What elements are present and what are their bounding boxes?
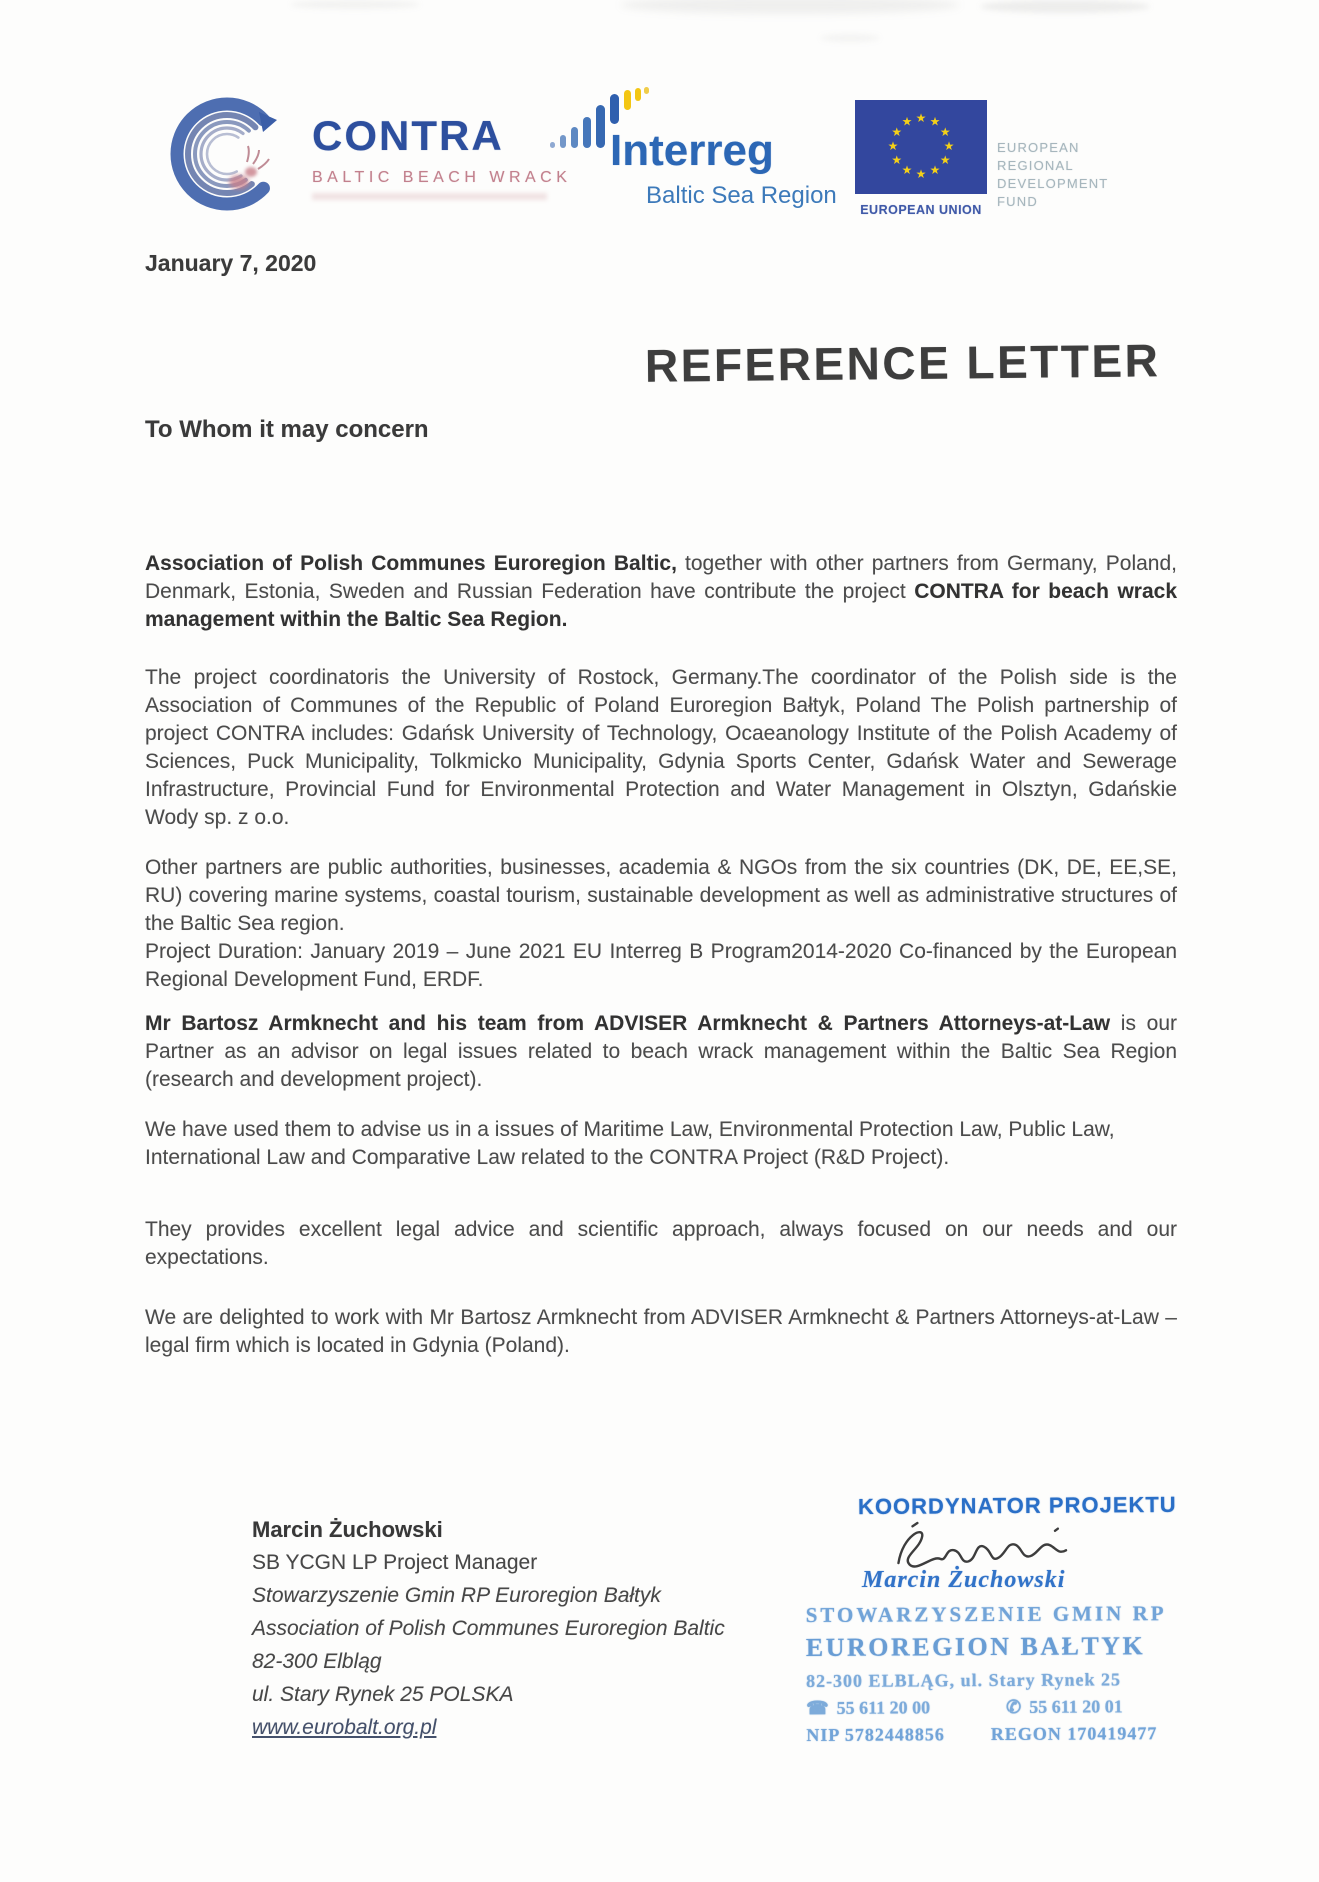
signer-name: Marcin Żuchowski: [252, 1517, 443, 1542]
paragraph-1-bold-lead: Association of Polish Communes Euroregion Baltic,: [145, 552, 677, 575]
eu-caption: EUROPEAN UNION: [860, 203, 982, 217]
erdf-fund-label: [997, 140, 1108, 209]
interreg-wordmark: Interreg: [610, 126, 774, 175]
letter-body: [145, 550, 1177, 1360]
interreg-logo: [548, 86, 848, 216]
svg-text:★: ★: [915, 111, 927, 125]
svg-text:★: ★: [929, 163, 941, 178]
fax-icon: ✆: [1006, 1696, 1022, 1717]
paragraph-5-more-laws: International Law and Comparative Law related to the CONTRA Project (R&D Project).: [145, 1146, 950, 1169]
paragraph-4-bold-lead: Mr Bartosz Armknecht and his team from ADVISER Armknecht & Partners Attorneys-at-Law: [145, 1012, 1111, 1035]
signature-block: [252, 1513, 725, 1744]
interreg-program-name: Baltic Sea Region: [646, 182, 837, 209]
signer-org-en: Association of Polish Communes Euroregion Baltic: [252, 1617, 725, 1640]
paragraph-4: [145, 1010, 1177, 1094]
erdf-line: EUROPEAN: [997, 140, 1080, 155]
signer-role: SB YCGN LP Project Manager: [252, 1551, 538, 1574]
phone-number: 55 611 20 00: [836, 1697, 931, 1718]
contra-logo: [163, 90, 571, 225]
svg-text:★: ★: [939, 153, 951, 167]
eu-flag-block: [855, 100, 987, 217]
svg-text:★: ★: [929, 114, 941, 129]
paragraph-5-laws: We have used them to advise us in a issues of Maritime Law, Environmental Protection Law, Public Law,: [145, 1118, 1115, 1141]
paragraph-1: [145, 550, 1177, 634]
scan-smudge: [980, 0, 1150, 13]
contra-wordmark: CONTRA: [312, 112, 504, 159]
regon-number: REGON 170419477: [990, 1723, 1158, 1745]
erdf-line: FUND: [997, 194, 1038, 209]
scan-smudge: [290, 0, 420, 9]
salutation: To Whom it may concern: [145, 416, 429, 443]
nip-number: NIP 5782448856: [806, 1724, 945, 1745]
paragraph-4-text: is our Partner as an advisor on legal issues related to beach wrack management within the Baltic Sea Region (research and development project).: [145, 1012, 1177, 1091]
coordinator-stamp-name: Marcin Żuchowski: [862, 1567, 1066, 1593]
erdf-line: REGIONAL: [997, 158, 1074, 173]
paragraph-6: They provides excellent legal advice and scientific approach, always focused on our needs and our expectations.: [145, 1218, 1177, 1269]
fax-number: 55 611 20 01: [1029, 1696, 1123, 1717]
contra-swirl-icon: [163, 90, 298, 225]
svg-text:★: ★: [891, 125, 903, 139]
signer-postal: 82-300 Elbląg: [252, 1650, 382, 1673]
paragraph-1-bold-tail: CONTRA for beach wrack management within the Baltic Sea Region.: [145, 580, 1177, 631]
phone-icon: ☎: [806, 1697, 829, 1718]
paragraph-5: [145, 1116, 1177, 1172]
svg-text:★: ★: [887, 139, 899, 153]
eu-flag-icon: [855, 111, 987, 198]
website-link[interactable]: www.eurobalt.org.pl: [252, 1716, 437, 1739]
paragraph-3-duration: Project Duration: January 2019 – June 2021 EU Interreg B Program2014-2020 Co-financed by the European Regional Development Fund, ERDF.: [145, 940, 1177, 991]
svg-text:★: ★: [901, 163, 913, 178]
scan-smudge: [620, 0, 960, 14]
org-stamp-line2: EUROREGION BAŁTYK: [805, 1631, 1146, 1662]
paragraph-3: [145, 854, 1177, 994]
signer-street: ul. Stary Rynek 25 POLSKA: [252, 1683, 514, 1706]
paragraph-7: We are delighted to work with Mr Bartosz Armknecht from ADVISER Armknecht & Partners Attorneys-at-Law – legal firm which is located in Gdynia (Poland).: [145, 1306, 1177, 1357]
org-stamp-address: 82-300 ELBLĄG, ul. Stary Rynek 25: [805, 1669, 1121, 1691]
coordinator-stamp-title: KOORDYNATOR PROJEKTU: [857, 1491, 1177, 1520]
svg-text:★: ★: [891, 153, 903, 167]
org-stamp-ids: [806, 1723, 1186, 1746]
paragraph-1-text: together with other partners from Germany, Poland, Denmark, Estonia, Sweden and Russian Federation have contribute the project: [145, 552, 1177, 603]
svg-text:★: ★: [943, 139, 955, 153]
svg-text:★: ★: [939, 125, 951, 139]
organization-stamp: [806, 1601, 1187, 1746]
contra-faint-line: [312, 193, 547, 200]
letter-date: January 7, 2020: [145, 250, 317, 276]
erdf-line: DEVELOPMENT: [997, 176, 1109, 191]
org-stamp-contacts: [806, 1696, 1186, 1719]
signer-org-pl: Stowarzyszenie Gmin RP Euroregion Bałtyk: [252, 1584, 661, 1607]
letter-title: REFERENCE LETTER: [644, 334, 1161, 392]
svg-text:★: ★: [915, 167, 927, 181]
paragraph-3-partners: Other partners are public authorities, businesses, academia & NGOs from the six countries (DK, DE, EE,SE, RU) covering marine systems, coastal tourism, sustainable development as well as administrative structures of the Baltic Sea region.: [145, 856, 1177, 935]
scan-smudge: [820, 34, 880, 42]
contra-tagline: BALTIC BEACH WRACK: [312, 169, 572, 186]
paragraph-2: The project coordinatoris the University of Rostock, Germany.The coordinator of the Polish side is the Association of Communes of the Republic of Poland Euroregion Bałtyk, Poland The Polish partnership of project CONTRA includes: Gdańsk University of Technology, Ocaeanology Institute of the Polish Academy of Sciences, Puck Municipality, Tolkmicko Municipality, Gdynia Sports Center, Gdańsk Water and Sewerage Infrastructure, Provincial Fund for Environmental Protection and Water Management in Olsztyn, Gdańskie Wody sp. z o.o.: [145, 666, 1177, 829]
svg-text:★: ★: [901, 114, 913, 129]
org-stamp-line1: STOWARZYSZENIE GMIN RP: [805, 1601, 1167, 1627]
